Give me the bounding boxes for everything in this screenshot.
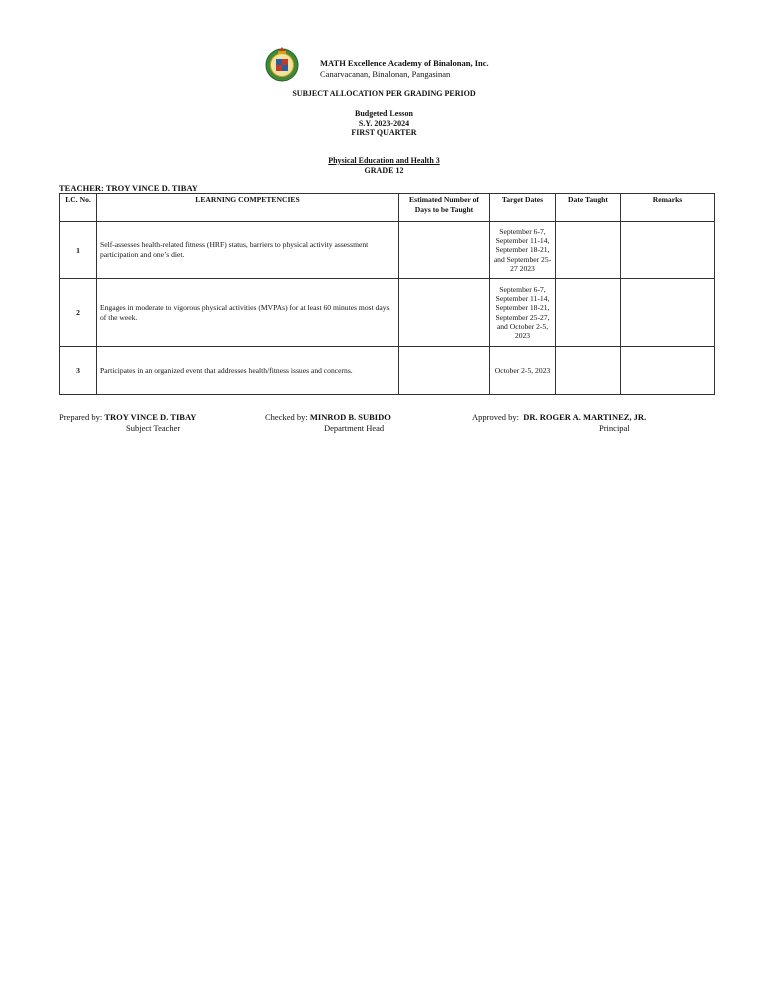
table-row bbox=[60, 347, 715, 395]
row-date-taught bbox=[556, 222, 621, 279]
checked-by bbox=[265, 412, 391, 423]
lesson-type: Budgeted Lesson bbox=[354, 109, 413, 118]
header-est-days: Estimated Number of Days to be Taught bbox=[399, 194, 490, 222]
institution-address: Canarvacanan, Binalonan, Pangasinan bbox=[320, 69, 451, 79]
row-est-days bbox=[399, 222, 490, 279]
table-header-row bbox=[60, 194, 715, 222]
row-date-taught bbox=[556, 347, 621, 395]
school-year: S.Y. 2023-2024 bbox=[358, 118, 410, 128]
approved-name: DR. ROGER A. MARTINEZ, JR. bbox=[523, 412, 647, 422]
row-number: 2 bbox=[60, 279, 97, 347]
row-number: 3 bbox=[60, 347, 97, 395]
row-competency: Engages in moderate to vigorous physical activities (MVPAs) for at least 60 minutes most days of the week. bbox=[97, 279, 399, 347]
grade-level: GRADE 12 bbox=[364, 165, 404, 175]
row-number: 1 bbox=[60, 222, 97, 279]
checked-name: MINROD B. SUBIDO bbox=[309, 412, 391, 422]
row-target-dates: October 2-5, 2023 bbox=[490, 347, 556, 395]
prepared-name: TROY VINCE D. TIBAY bbox=[104, 412, 197, 422]
header-lc-no: LC. No. bbox=[60, 194, 97, 222]
row-competency: Self-assesses health-related fitness (HRF) status, barriers to physical activity assessment participation and one’s diet. bbox=[97, 222, 399, 279]
checked-role: Department Head bbox=[324, 423, 385, 433]
row-est-days bbox=[399, 279, 490, 347]
header-date-taught: Date Taught bbox=[556, 194, 621, 222]
approved-by bbox=[472, 412, 646, 423]
approved-role: Principal bbox=[599, 423, 630, 433]
prepared-label: Prepared by: bbox=[59, 412, 103, 422]
header-target-dates: Target Dates bbox=[490, 194, 556, 222]
row-date-taught bbox=[556, 279, 621, 347]
table-row bbox=[60, 279, 715, 347]
header-remarks: Remarks bbox=[621, 194, 715, 222]
table-row bbox=[60, 222, 715, 279]
prepared-by bbox=[59, 412, 196, 423]
row-remarks bbox=[621, 279, 715, 347]
institution-name: MATH Excellence Academy of Binalonan, Inc. bbox=[320, 58, 489, 68]
document-title: SUBJECT ALLOCATION PER GRADING PERIOD bbox=[292, 89, 476, 98]
subject-title: Physical Education and Health 3 bbox=[328, 156, 440, 165]
checked-label: Checked by: bbox=[265, 412, 308, 422]
school-seal-logo bbox=[264, 46, 300, 82]
prepared-role: Subject Teacher bbox=[126, 423, 181, 433]
row-est-days bbox=[399, 347, 490, 395]
teacher-line: TEACHER: TROY VINCE D. TIBAY bbox=[59, 183, 198, 193]
row-target-dates: September 6-7, September 11-14, September 18-21, and September 25-27 2023 bbox=[490, 222, 556, 279]
row-target-dates: September 6-7, September 11-14, September 18-21, September 25-27, and October 2-5, 2023 bbox=[490, 279, 556, 347]
institution-block bbox=[320, 58, 489, 80]
row-remarks bbox=[621, 222, 715, 279]
row-competency: Participates in an organized event that addresses health/fitness issues and concerns. bbox=[97, 347, 399, 395]
competency-table bbox=[59, 193, 715, 395]
row-remarks bbox=[621, 347, 715, 395]
approved-label: Approved by: bbox=[472, 412, 519, 422]
quarter: FIRST QUARTER bbox=[351, 128, 417, 137]
header-competencies: LEARNING COMPETENCIES bbox=[97, 194, 399, 222]
